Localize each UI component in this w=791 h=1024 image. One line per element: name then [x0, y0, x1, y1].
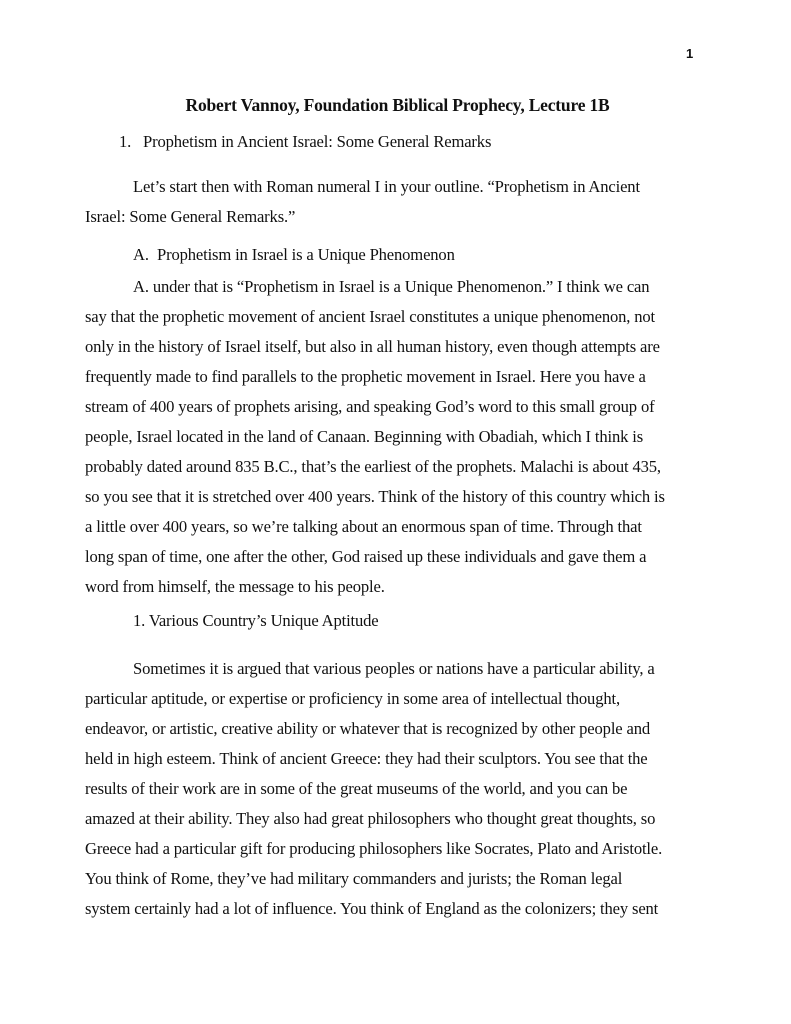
paragraph-unique-aptitude: [85, 654, 705, 924]
subsection-heading-text: Prophetism in Israel is a Unique Phenomenon: [157, 245, 455, 264]
paragraph-line: frequently made to find parallels to the prophetic movement in Israel. Here you have a: [85, 367, 646, 386]
paragraph-line: people, Israel located in the land of Canaan. Beginning with Obadiah, which I think is: [85, 427, 644, 446]
section-heading-1: [119, 127, 491, 157]
paragraph-line: Let’s start then with Roman numeral I in your outline. “Prophetism in Ancient: [133, 177, 640, 196]
paragraph-line: so you see that it is stretched over 400 years. Think of the history of this country which is: [85, 487, 665, 506]
paragraph-line: only in the history of Israel itself, but also in all human history, even though attempts are: [85, 337, 660, 356]
paragraph-line: Israel: Some General Remarks.”: [85, 207, 296, 226]
intro-paragraph: [85, 172, 705, 232]
page-number: 1: [686, 46, 694, 61]
section-heading-text: Prophetism in Ancient Israel: Some General Remarks: [143, 132, 492, 151]
document-title: Robert Vannoy, Foundation Biblical Prophecy, Lecture 1B: [185, 95, 610, 115]
paragraph-line: endeavor, or artistic, creative ability or whatever that is recognized by other people and: [85, 719, 650, 738]
paragraph-unique-phenomenon: [85, 272, 705, 602]
subsection-heading-a: [133, 240, 455, 270]
subsection-letter: A.: [133, 245, 149, 264]
paragraph-line: word from himself, the message to his people.: [85, 577, 385, 596]
paragraph-line: amazed at their ability. They also had great philosophers who thought great thoughts, so: [85, 809, 656, 828]
paragraph-line: Greece had a particular gift for producing philosophers like Socrates, Plato and Aristotle.: [85, 839, 663, 858]
paragraph-line: results of their work are in some of the great museums of the world, and you can be: [85, 779, 628, 798]
section-number: 1.: [119, 132, 132, 151]
paragraph-line: particular aptitude, or expertise or proficiency in some area of intellectual thought,: [85, 689, 620, 708]
paragraph-line: You think of Rome, they’ve had military commanders and jurists; the Roman legal: [85, 869, 623, 888]
paragraph-line: say that the prophetic movement of ancient Israel constitutes a unique phenomenon, not: [85, 307, 656, 326]
subsection-heading-1: 1. Various Country’s Unique Aptitude: [133, 611, 379, 630]
paragraph-line: Sometimes it is argued that various peoples or nations have a particular ability, a: [133, 659, 655, 678]
paragraph-line: long span of time, one after the other, God raised up these individuals and gave them a: [85, 547, 647, 566]
paragraph-line: stream of 400 years of prophets arising, and speaking God’s word to this small group of: [85, 397, 655, 416]
paragraph-line: probably dated around 835 B.C., that’s the earliest of the prophets. Malachi is about 435,: [85, 457, 661, 476]
paragraph-line: a little over 400 years, so we’re talking about an enormous span of time. Through that: [85, 517, 642, 536]
paragraph-line: system certainly had a lot of influence. You think of England as the colonizers; they sent: [85, 899, 659, 918]
paragraph-line: held in high esteem. Think of ancient Greece: they had their sculptors. You see that the: [85, 749, 648, 768]
paragraph-line: A. under that is “Prophetism in Israel is a Unique Phenomenon.” I think we can: [133, 277, 650, 296]
